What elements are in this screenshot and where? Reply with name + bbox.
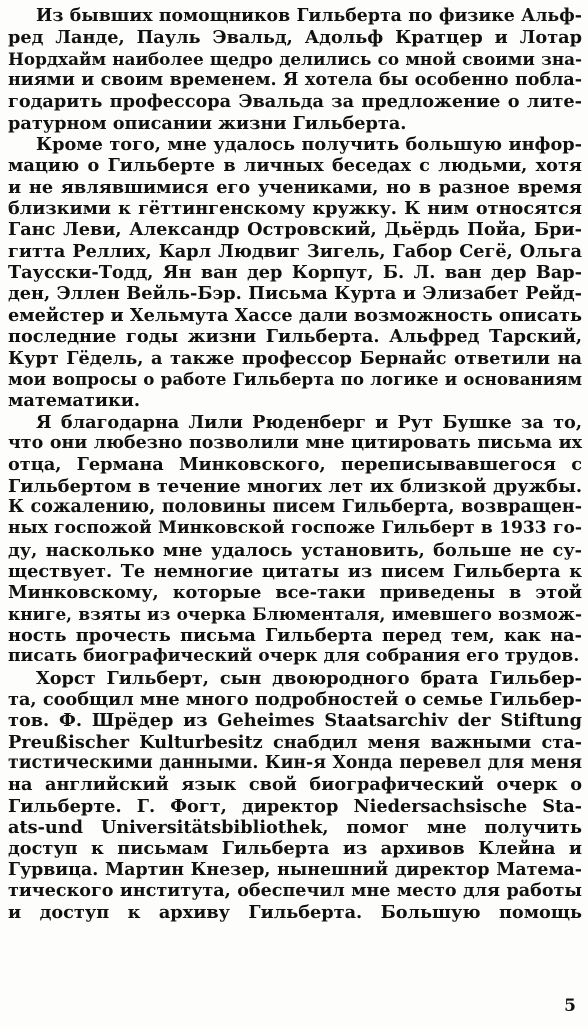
text-line: гитта Реллих, Карл Людвиг Зигель, Габор Сегё, Ольга [8, 240, 582, 262]
text-line: годарить профессора Эвальда за предложение о лите- [8, 91, 582, 113]
text-line: Preußischer Kulturbesitz снабдил меня важными ста- [8, 731, 582, 753]
text-line: Нордхайм наиболее щедро делились со мной своими зна- [8, 48, 582, 69]
text-line: ность прочесть письма Гильберта перед тем, как на- [8, 624, 582, 646]
body-text [8, 6, 582, 924]
text-line: ден, Эллен Вейль-Бэр. Письма Курта и Элизабет Рейд- [8, 283, 582, 305]
text-line: что они любезно позволили мне цитировать письма их [8, 432, 582, 453]
text-line: математики. [8, 390, 140, 412]
text-line: Из бывших помощников Гильберта по физике Альф- [36, 6, 582, 26]
text-line: Гильберте. Г. Фогт, директор Niedersachsische Sta- [8, 795, 582, 817]
text-line: емейстер и Хельмута Хассе дали возможность описать [8, 304, 582, 326]
text-line: близкими к гёттингенскому кружку. К ним относятся [8, 198, 582, 220]
text-line: и доступ к архиву Гильберта. Большую помощь [8, 902, 582, 924]
text-line: ществует. Те немногие цитаты из писем Гильберта к [8, 560, 582, 582]
text-line: последние годы жизни Гильберта. Альфред Тарский, [8, 326, 582, 348]
text-line: и не являвшимися его учениками, но в разное время [8, 176, 582, 198]
text-line: ных госпожой Минковской госпоже Гильберт в 1933 го- [8, 518, 582, 539]
text-line: на английский язык свой биографический очерк о [8, 774, 582, 796]
text-line: Гурвица. Мартин Кнезер, нынешний директор Матема- [8, 859, 582, 880]
text-line: доступ к письмам Гильберта из архивов Клейна и [8, 838, 582, 860]
text-line: Хорст Гильберт, сын двоюродного брата Гильбер- [36, 667, 582, 689]
text-line: Минковскому, которые все-таки приведены в этой [8, 582, 582, 604]
text-line: Тaусски-Тодд, Ян ван дер Корпут, Б. Л. ван дер Вар- [8, 262, 582, 284]
text-line: мои вопросы о работе Гильберта по логике и основаниям [8, 368, 582, 389]
text-line: Курт Гёдель, а также профессор Бернайс ответили на [8, 347, 582, 369]
text-line: ats-und Universitätsbibliothek, помог мне получить [8, 817, 582, 839]
text-line: мацию о Гильберте в личных беседах с людьми, хотя [8, 155, 582, 177]
text-line: отца, Германа Минковского, переписывавшегося с [8, 454, 582, 476]
text-line: Кроме того, мне удалось получить большую инфор- [36, 134, 582, 156]
text-line: ратурном описании жизни Гильберта. [8, 112, 407, 134]
text-line: ниями и своим временем. Я хотела бы особенно побла- [8, 70, 582, 91]
text-line: тистическими данными. Кин-я Хонда перевел для меня [8, 753, 582, 774]
text-line: книге, взяты из очерка Блюменталя, имевшего возмож- [8, 603, 582, 624]
text-line: ду, насколько мне удалось установить, больше не су- [8, 539, 582, 561]
text-line: тов. Ф. Шрёдер из Geheimes Staatsarchiv der Stiftung [8, 710, 582, 732]
text-line: Я благодарна Лили Рюденберг и Рут Бушке за то, [36, 411, 582, 433]
page-number: 5 [564, 996, 576, 1016]
text-line: Гильбертом в течение многих лет их близкой дружбы. [8, 475, 582, 497]
text-line: писать биографический очерк для собрания его трудов. [8, 646, 580, 667]
text-line: тического института, обеспечил мне место для работы [8, 881, 582, 902]
text-line: Ганс Леви, Александр Островский, Дьёрдь Пойа, Бри- [8, 219, 582, 241]
text-line: ред Ланде, Пауль Эвальд, Адольф Кратцер и Лотар [8, 27, 582, 49]
text-line: К сожалению, половины писем Гильберта, возвращен- [8, 496, 582, 517]
text-line: та, сообщил мне много подробностей о семье Гильбер- [8, 689, 582, 710]
